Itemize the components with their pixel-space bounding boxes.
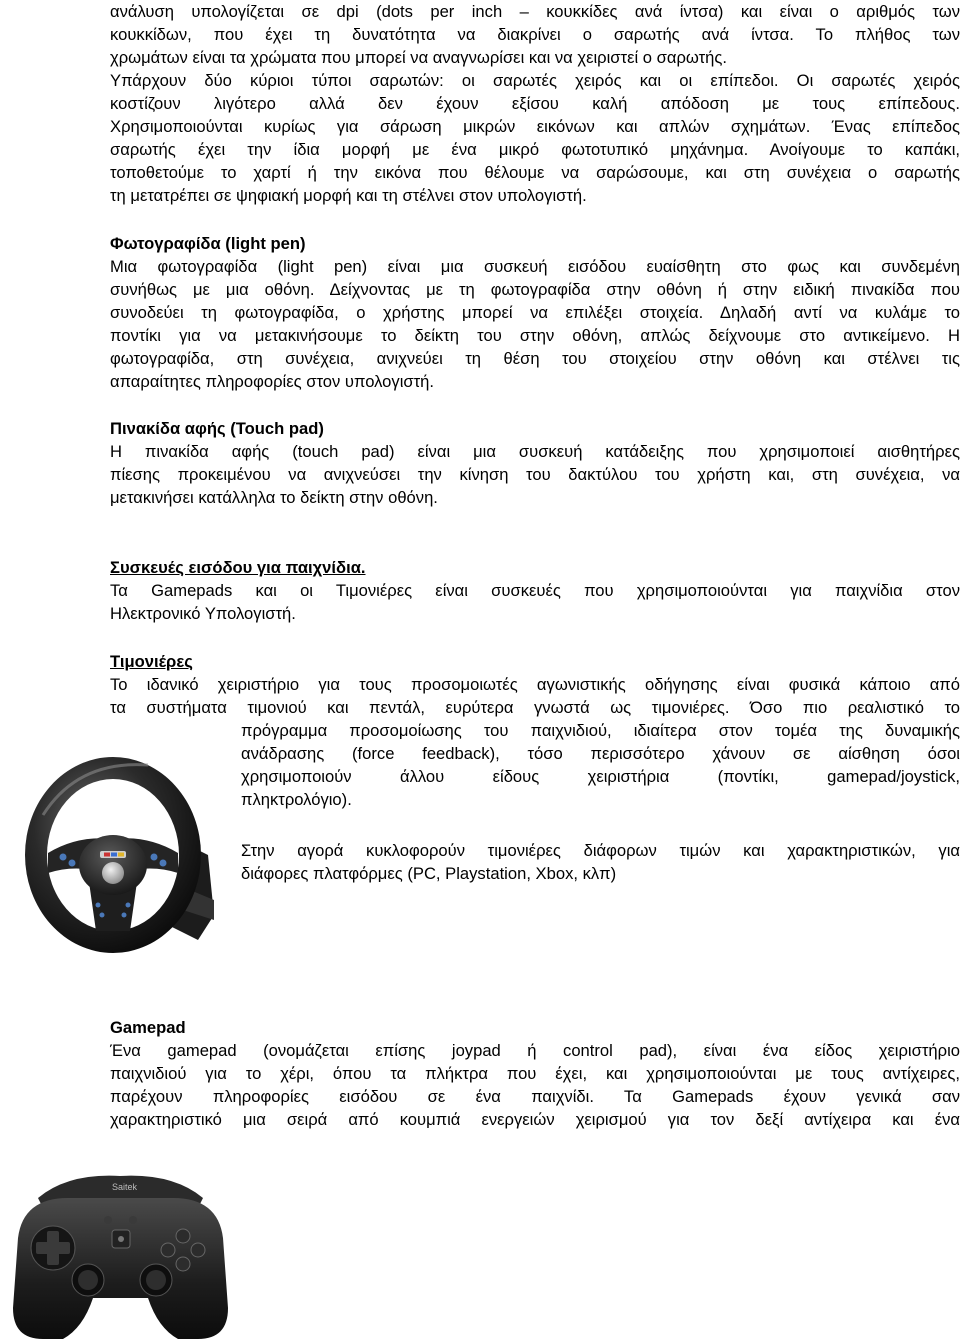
wheels-market-line: Στην αγορά κυκλοφορούν τιμονιέρες διάφορων τιμών και χαρακτηριστικών, για bbox=[241, 841, 960, 860]
wheels-section bbox=[110, 650, 960, 719]
scanner-line: Υπάρχουν δύο κύριοι τύποι σαρωτών: οι σαρωτές χειρός και οι επίπεδοι. Οι σαρωτές χειρός bbox=[110, 71, 960, 90]
touchpad-section bbox=[110, 417, 960, 509]
lightpen-line: φωτογραφίδα, στη συνέχεια, ανιχνεύει τη θέση του στοιχείου στην οθόνη και στέλνει τις bbox=[110, 349, 960, 368]
lightpen-line: ποντίκι για να μετακινήσουμε το δείκτη του στην οθόνη, απλώς δείχνουμε στο αντικείμενο. Η bbox=[110, 326, 960, 345]
touchpad-line: πίεσης προκειμένου να ανιχνεύσει την κίνηση του δακτύλου του χρήστη και, στη συνέχεια, να bbox=[110, 465, 960, 484]
gamepad-heading: Gamepad bbox=[110, 1018, 186, 1037]
gamepad-line: παρέχουν πληροφορίες εισόδου σε ένα παιχνίδι. Τα Gamepads έχουν γενικά σαν bbox=[110, 1087, 960, 1106]
wheels-line: τα συστήματα τιμονιού και πεντάλ, ευρύτερα γνωστά ως τιμονιέρες. Όσο πιο ρεαλιστικό το bbox=[110, 698, 960, 717]
scanner-line: ανάλυση υπολογίζεται σε dpi (dots per inch – κουκκίδες ανά ίντσα) και είναι ο αριθμός των bbox=[110, 2, 960, 21]
scanner-line: κουκκίδων, που έχει τη δυνατότητα να διακρίνει ο σαρωτής ανά ίντσα. Το πλήθος των bbox=[110, 25, 960, 44]
scanner-line: κοστίζουν λιγότερο αλλά δεν έχουν εξίσου καλή απόδοση με τους επίπεδους. bbox=[110, 94, 960, 113]
lightpen-line: συνοδεύει τη φωτογραφίδα, ο χρήστης μπορεί να επιλέξει στοιχεία. Δηλαδή αντί να κυλάμε το bbox=[110, 303, 960, 322]
touchpad-heading: Πινακίδα αφής (Touch pad) bbox=[110, 419, 324, 438]
gaming-line: Ηλεκτρονικό Υπολογιστή. bbox=[110, 604, 296, 623]
gamepad-line: παιχνιδιού για το χέρι, όπου τα πλήκτρα που έχει, και χρησιμοποιούνται με τους αντίχειρες, bbox=[110, 1064, 960, 1083]
touchpad-line: μετακινήσει κατάλληλα το δείκτη στην οθόνη. bbox=[110, 488, 438, 507]
scanner-line: Χρησιμοποιούνται κυρίως για σάρωση μικρών εικόνων και απλών σχημάτων. Ένας επίπεδος bbox=[110, 117, 960, 136]
lightpen-section bbox=[110, 232, 960, 393]
gamepad-line: Ένα gamepad (ονομάζεται επίσης joypad ή control pad), είναι ένα είδος χειριστήριο bbox=[110, 1041, 960, 1060]
gamepad-section bbox=[110, 1016, 960, 1131]
wheels-indented-line: πρόγραμμα προσομοίωσης του παιχνιδιού, ιδιαίτερα στον τομέα της δυναμικής bbox=[241, 721, 960, 740]
gamepad-brand-logo: Saitek bbox=[112, 1182, 138, 1192]
scanner-paragraph bbox=[110, 0, 960, 207]
wheels-heading: Τιμονιέρες bbox=[110, 652, 193, 671]
scanner-line: τη μετατρέπει σε ψηφιακή μορφή και τη στέλνει στον υπολογιστή. bbox=[110, 186, 587, 205]
lightpen-line: συνήθως με μια οθόνη. Δείχνοντας με τη φωτογραφίδα στην οθόνη ή στην ειδική πινακίδα που bbox=[110, 280, 960, 299]
gaming-section bbox=[110, 556, 960, 625]
lightpen-line: απαραίτητες πληροφορίες στον υπολογιστή. bbox=[110, 372, 435, 391]
wheels-indented-paragraph bbox=[241, 719, 960, 811]
wheels-market-paragraph bbox=[241, 839, 960, 885]
gaming-heading: Συσκευές εισόδου για παιχνίδια. bbox=[110, 558, 366, 577]
gaming-line: Τα Gamepads και οι Τιμονιέρες είναι συσκευές που χρησιμοποιούνται για παιχνίδια στον bbox=[110, 581, 960, 600]
wheels-indented-line: ανάδρασης (force feedback), τόσο περισσότερο χάνουν σε αίσθηση όσοι bbox=[241, 744, 960, 763]
scanner-line: σαρωτής έχει την ίδια μορφή με ένα μικρό φωτοτυπικό μηχάνημα. Ανοίγουμε το καπάκι, bbox=[110, 140, 960, 159]
lightpen-line: Μια φωτογραφίδα (light pen) είναι μια συσκευή εισόδου ευαίσθητη στο φως και συνδεμένη bbox=[110, 257, 960, 276]
wheels-line: Το ιδανικό χειριστήριο για τους προσομοιωτές αγωνιστικής οδήγησης είναι φυσικά κάποιο από bbox=[110, 675, 960, 694]
wheels-indented-line: χρησιμοποιούν άλλου είδους χειριστήρια (ποντίκι, gamepad/joystick, bbox=[241, 767, 960, 786]
wheels-indented-line: πληκτρολόγιο). bbox=[241, 790, 352, 809]
gamepad-image bbox=[8, 1168, 233, 1339]
scanner-line: χρωμάτων είναι τα χρώματα που μπορεί να αναγνωρίσει και να χειριστεί ο σαρωτής. bbox=[110, 48, 727, 67]
wheels-market-line: διάφορες πλατφόρμες (PC, Playstation, Xbox, κλπ) bbox=[241, 864, 617, 883]
scanner-line: τοποθετούμε το χαρτί ή την εικόνα που θέλουμε να σαρώσουμε, και στη συνέχεια ο σαρωτής bbox=[110, 163, 960, 182]
touchpad-line: Η πινακίδα αφής (touch pad) είναι μια συσκευή κατάδειξης που χρησιμοποιεί αισθητήρες bbox=[110, 442, 960, 461]
lightpen-heading: Φωτογραφίδα (light pen) bbox=[110, 234, 306, 253]
gamepad-line: χαρακτηριστικό μια σειρά από κουμπιά ενεργειών χειρισμού για τον δεξί αντίχειρα και ένα bbox=[110, 1110, 960, 1129]
steering-wheel-image bbox=[18, 735, 218, 967]
